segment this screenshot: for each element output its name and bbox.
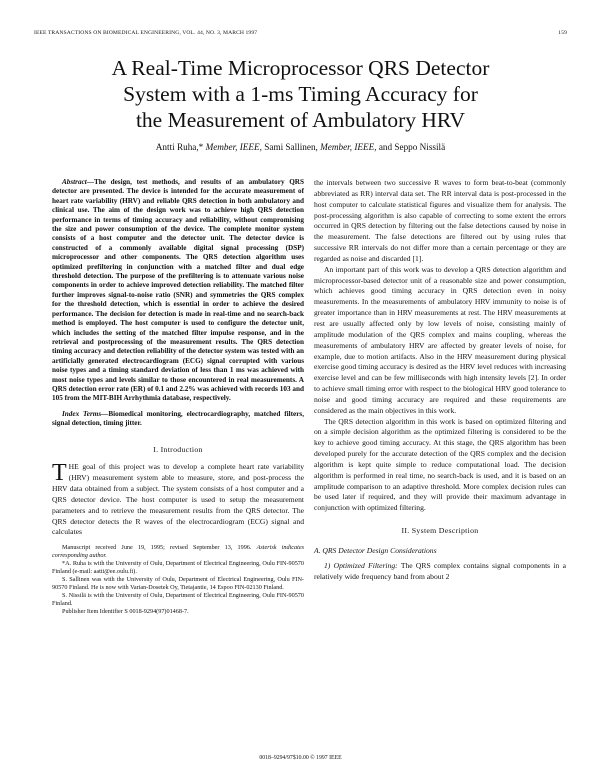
section-heading-system-description: II. System Description [401, 526, 479, 536]
footnote-received [52, 544, 304, 560]
author-2: Sami Sallinen, [264, 142, 318, 152]
section-heading-introduction: I. Introduction [153, 444, 203, 454]
footnote-received-text: Manuscript received June 19, 1995; revised September 13, 1996. [62, 544, 252, 552]
index-terms [52, 410, 304, 429]
page-number: 159 [558, 30, 567, 36]
author-1-role: Member, IEEE, [205, 142, 262, 152]
drop-cap: T [52, 460, 67, 487]
title-line-1: A Real-Time Microprocessor QRS Detector [111, 56, 490, 80]
body-paragraph-2: An important part of this work was to develop a QRS detection algorithm and microprocessor-based detector unit of a reasonable size and power consumption, which achieves good timing accuracy in QRS detection even in noisy measurements. In the measurements of ambulatory HRV immunity to noise is of greater importance than in HRV measurements at rest. The HRV measurements at rest are usually affected only by low levels of noise, consisting mainly of amplitude modulation of the QRS complex and mains coupling, whereas the measurements of ambulatory HRV are affected by greater levels of noise, for example, due to motion artifacts. Also in the HRV measurement during physical exercise good timing accuracy is desired as the HRV level reduces with increasing exercise level and can be few milliseconds with high intensity levels [2]. In order to achieve small timing error with respect to the biological HRV good tolerance to noise and good timing accuracy are required and these requirements are considered as the main objectives in this work. [314, 264, 566, 415]
author-1: Antti Ruha,* [155, 142, 204, 152]
footnotes [52, 544, 304, 616]
abstract-label: Abstract— [62, 178, 94, 186]
copyright-footer: 0018–9294/97$10.00 © 1997 IEEE [259, 755, 342, 761]
author-3: and Seppo Nissilä [378, 142, 446, 152]
abstract-text: The design, test methods, and results of an ambulatory QRS detector are presented. The device is intended for the accurate measurement of heart rate variability (HRV) and reliable QRS detection in both ambulatory and clinical use. The aim of the design work was to achieve high QRS detection performance in terms of timing accuracy and reliability, without compromising the size and power consumption of the device. The complete monitor system consists of a host computer and the detector unit. The detector device is constructed of a commonly available digital signal processing (DSP) microprocessor and other components. The QRS detection algorithm uses optimized prefiltering in conjunction with a matched filter and dual edge threshold detection. The purpose of the prefiltering is to attenuate various noise components in order to achieve improved detection reliability. The matched filter further improves signal-to-noise ratio (SNR) and symmetries the QRS complex for the threshold detection, which is essential in order to achieve the desired performance. The decision for detection is made in real-time and no search-back method is employed. The host computer is used to configure the detector unit, which includes the setting of the matched filter impulse response, and in the retrieval and postprocessing of the measurement results. The QRS detection timing accuracy and detection reliability of the detector system was tested with an artificially generated electrocardiogram (ECG) signal corrupted with various noise types and a timing standard deviation of less than 1 ms was achieved with most noise types and levels similar to those encountered in real measurements. A QRS detection error rate (ER) of 0.1 and 2.2% was achieved with records 103 and 105 from the MIT-BIH Arrhythmia database, respectively. [52, 178, 304, 403]
paper-title [34, 55, 567, 133]
body-paragraph-3: The QRS detection algorithm in this work is based on optimized filtering and on a simple decision algorithm as the optimized filtering is considered to be the key to achieve good timing accuracy. At this stage, the QRS algorithm has been developed purely for the accurate detection of the QRS complex and the decision algorithm is kept quite simple to reduce computational load. The decision algorithm is performed in real time, no search-back is used, and it is based on an amplitude comparison to an adaptive threshold. More complex decision rules can be used later if required, and they will provide their maximum advantage in conjunction with optimized filtering. [314, 416, 566, 513]
intro-paragraph [52, 462, 304, 538]
subsection-heading: A. QRS Detector Design Considerations [314, 546, 437, 555]
subsubsection-label: 1) Optimized Filtering: [324, 560, 398, 570]
title-line-3: the Measurement of Ambulatory HRV [135, 108, 466, 132]
subsubsection-text: The QRS complex contains signal components in a relatively wide frequency band from about 2 [314, 560, 566, 581]
footnote-nissila: S. Nissilä is with the University of Oulu, Department of Electrical Engineering, Oulu FIN-90570 Finland. [52, 592, 304, 608]
intro-text: HE goal of this project was to develop a complete heart rate variability (HRV) measurement system able to measure, store, and post-process the HRV data obtained from a subject. The system consists of a host computer and a QRS detector device. The host computer is used to setup the measurement parameters and to retrieve the measurement results from the QRS detector. The QRS detector detects the R waves of the electrocardiogram (ECG) signal and calculates [52, 462, 304, 537]
author-2-role: Member, IEEE, [320, 142, 377, 152]
abstract [52, 178, 304, 404]
author-list [34, 142, 567, 152]
footnote-publisher-id: Publisher Item Identifier S 0018-9294(97)01468-7. [62, 608, 189, 616]
index-terms-text: Biomedical monitoring, electrocardiography, matched filters, signal detection, timing jitter. [52, 409, 305, 428]
left-column [52, 178, 304, 616]
journal-header: IEEE TRANSACTIONS ON BIOMEDICAL ENGINEERING, VOL. 44, NO. 3, MARCH 1997 [34, 30, 258, 36]
index-terms-label: Index Terms— [62, 409, 109, 418]
running-head [34, 30, 567, 36]
footnote-sallinen: S. Sallinen was with the University of Oulu, Department of Electrical Engineering, Oulu FIN-90570 Finland. He is now with Varian-Dosetek Oy, Tietajantie, 14 Espoo FIN-02130 Finland. [52, 576, 304, 592]
body-paragraph-4 [314, 561, 566, 583]
footnote-ruha: *A. Ruha is with the University of Oulu, Department of Electrical Engineering, Oulu FIN-90570 Finland (e-mail: aatti@ee.oulu.fi). [52, 560, 304, 576]
footnote-asterisk-note: Asterisk indicates corresponding author. [52, 544, 305, 560]
right-column [314, 178, 566, 583]
body-paragraph-1: the intervals between two successive R waves to form beat-to-beat (commonly abbreviated as RR) interval data set. The RR interval data is post-processed in the host computer to calculate statistical figures and visualize them for analysis. The post-processing algorithm is also capable of correcting to some extent the errors occurred in QRS detection by filtering out the false detections caused by noise in the measurement. The false detections are filtered out by using rules that successive RR intervals do not differ more than a certain percentage or they are regarded as noise and discarded [1]. [314, 178, 566, 263]
title-line-2: System with a 1-ms Timing Accuracy for [123, 82, 478, 106]
